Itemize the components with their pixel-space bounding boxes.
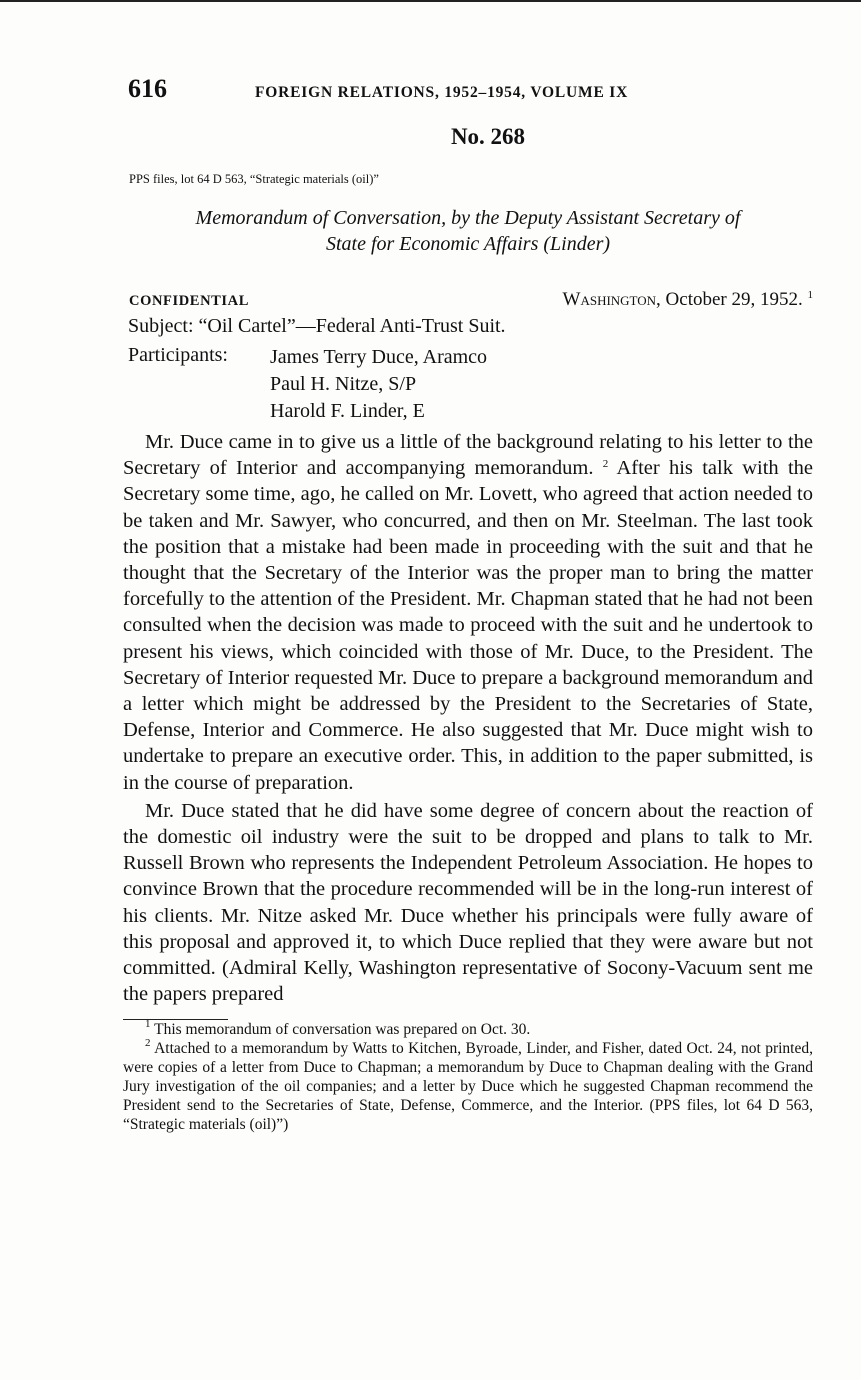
- running-head: FOREIGN RELATIONS, 1952–1954, VOLUME IX: [255, 84, 629, 101]
- para1-part-b: After his talk with the Secretary some time, ago, he called on Mr. Lovett, who agreed that action needed to be taken and Mr. Sawyer, who concurred, and then on Mr. Steelman. The last took the position that a mistake had been made in proceeding with the suit and that he thought that the Secretary of the Interior was the proper man to bring the matter forcefully to the attention of the President. Mr. Chapman stated that he had not been consulted when the decision was made to proceed with the suit and he undertook to present his views, which coincided with those of Mr. Duce, to the President. The Secretary of Interior requested Mr. Duce to prepare a background memorandum and a letter which might be addressed by the President to the Secretaries of State, Defense, Interior and Commerce. He also suggested that Mr. Duce might wish to undertake to prepare an executive order. This, in addition to the paper submitted, is in the course of preparation.: [123, 457, 813, 794]
- footnote-text: This memorandum of conversation was prepared on Oct. 30.: [150, 1021, 531, 1039]
- body-paragraph-1: [123, 429, 813, 796]
- title-line-1: Memorandum of Conversation, by the Deputy Assistant Secretary of: [195, 207, 741, 229]
- footnote-marker: 2: [145, 1037, 151, 1050]
- top-border: [0, 0, 861, 2]
- page-header: [123, 70, 813, 110]
- subject-line: Subject: “Oil Cartel”—Federal Anti-Trust Suit.: [128, 315, 506, 337]
- source-note: PPS files, lot 64 D 563, “Strategic materials (oil)”: [129, 172, 379, 186]
- footnote-text: Attached to a memorandum by Watts to Kitchen, Byroade, Linder, and Fisher, dated Oct. 24, not printed, were copies of a letter from Duce to Chapman; a memorandum by Duce to Chapman dealing with the Grand Jury investigation of the oil companies; and a letter by Duce which he suggested Chapman recommend the President send to the Secretaries of State, Defense, Commerce, and the Interior. (PPS files, lot 64 D 563, “Strategic materials (oil)”): [123, 1040, 813, 1134]
- title-line-2: State for Economic Affairs (Linder): [325, 233, 611, 255]
- participants-block: [128, 344, 813, 425]
- page: [123, 70, 813, 1134]
- date: , October 29, 1952.: [656, 289, 803, 310]
- participant: Harold F. Linder, E: [270, 400, 425, 422]
- document-title: [123, 205, 813, 257]
- footnote-ref-1: 1: [807, 289, 813, 301]
- dateline-row: [123, 289, 813, 311]
- dateline: [563, 289, 813, 311]
- document-number: No. 268: [450, 124, 526, 149]
- footnote-marker: 1: [145, 1018, 151, 1031]
- participant: James Terry Duce, Aramco: [270, 346, 488, 368]
- footnote-2: [123, 1039, 813, 1134]
- para1-part-a: Mr. Duce came in to give us a little of the background relating to his letter to the Secretary of Interior and accompanying memorandum.: [123, 431, 813, 480]
- participant: Paul H. Nitze, S/P: [270, 373, 417, 395]
- footnote-ref-2: 2: [602, 458, 609, 471]
- footnote-1: [123, 1020, 813, 1039]
- body-paragraph-2: Mr. Duce stated that he did have some degree of concern about the reaction of the domestic oil industry were the suit to be dropped and plans to talk to Mr. Russell Brown who represents the Independent Petroleum Association. He hopes to convince Brown that the procedure recommended will be in the long-run interest of his clients. Mr. Nitze asked Mr. Duce whether his principals were fully aware of this proposal and approved it, to which Duce replied that they were aware but not committed. (Admiral Kelly, Washington representative of Socony-Vacuum sent me the papers prepared: [123, 799, 813, 1006]
- participants-label: Participants:: [128, 344, 228, 366]
- participants-list: [270, 344, 487, 425]
- place: Washington: [562, 289, 657, 310]
- page-number: 616: [128, 74, 167, 103]
- classification-label: CONFIDENTIAL: [129, 293, 249, 309]
